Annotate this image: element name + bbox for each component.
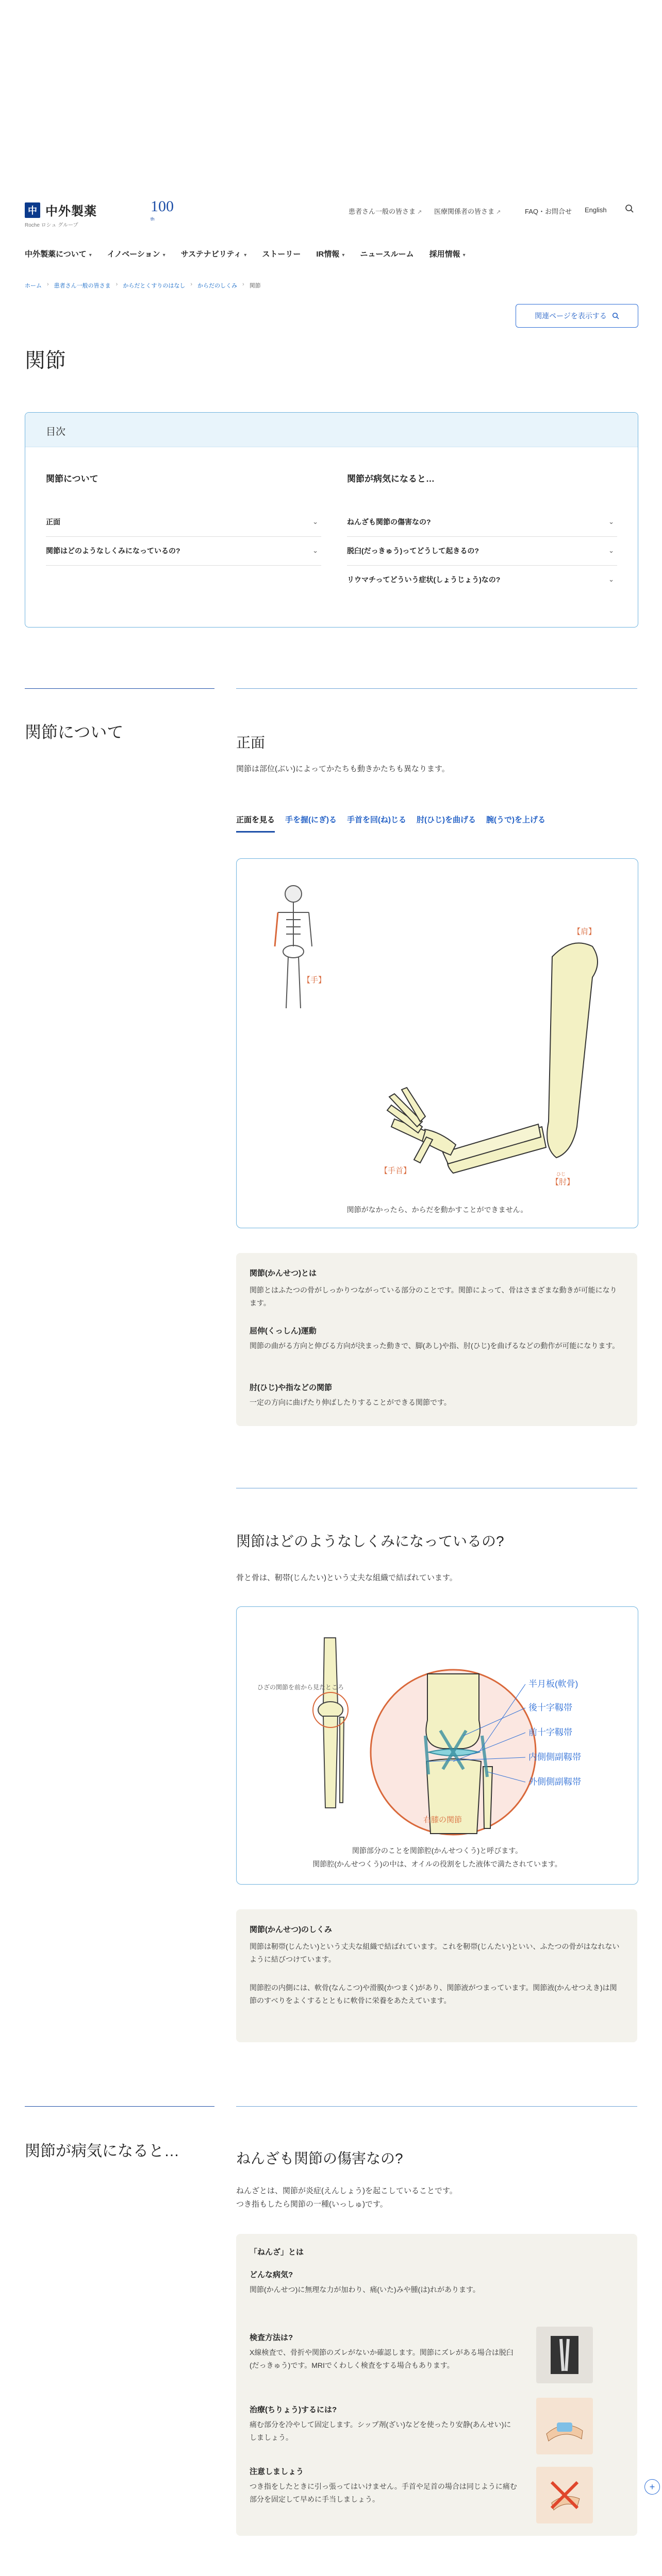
related-pages-label: 関連ページを表示する: [535, 312, 607, 320]
note-paragraph: 一定の方向に曲げたり伸ばしたりすることができる関節です。: [250, 1398, 451, 1406]
section-heading-disease: 関節が病気になると…: [25, 2143, 179, 2160]
util-link-label: 医療関係者の皆さま: [434, 208, 495, 215]
breadcrumb-home[interactable]: ホーム: [25, 283, 42, 289]
nav-item-about[interactable]: [25, 248, 92, 259]
util-link-faq[interactable]: FAQ・お問合せ: [525, 208, 572, 215]
breadcrumb-separator: ›: [242, 281, 244, 287]
label-mcl: 内側側副靱帯: [528, 1752, 581, 1762]
label-right-knee: 右膝の関節: [423, 1816, 462, 1824]
anniversary-sub: th: [151, 216, 155, 222]
label-hand: 【手】: [303, 976, 326, 985]
tab-elbow-bend[interactable]: 肘(ひじ)を曲げる: [417, 816, 476, 824]
note-title: 治療(ちりょう)するには?: [250, 2405, 337, 2414]
nav-label: ニュースルーム: [360, 250, 414, 259]
section-heading-about: 関節について: [25, 723, 124, 741]
breadcrumb: [25, 281, 261, 290]
toc-item-label: ねんざも関節の傷害なの?: [347, 518, 431, 526]
external-link-icon: ↗: [496, 209, 501, 215]
chevron-down-icon: ▾: [89, 252, 92, 258]
chevron-down-icon: ▾: [162, 252, 166, 258]
util-link-patients[interactable]: [349, 206, 422, 216]
breadcrumb-current: 関節: [249, 283, 261, 289]
util-link-english[interactable]: English: [585, 206, 607, 214]
toc-item-dislocation[interactable]: [347, 536, 617, 566]
xray-icon: [536, 2327, 593, 2383]
note-paragraph: 関節の曲がる方向と伸びる方向が決まった動きで、脚(あし)や指、肘(ひじ)を曲げるなどの動作が可能になります。: [250, 1342, 620, 1350]
util-link-medical[interactable]: [434, 206, 501, 216]
note-title: 関節(かんせつ)とは: [250, 1269, 317, 1278]
note-title: 検査方法は?: [250, 2333, 293, 2342]
chevron-down-icon: ⌄: [608, 518, 614, 526]
sprain-note: [236, 2234, 637, 2536]
chevron-down-icon: ▾: [342, 252, 345, 258]
note-paragraph: つき指をしたときに引っ張ってはいけません。手首や足首の場合は同じように痛む部分を固定して早めに手当しましょう。: [250, 2482, 517, 2503]
figure-caption: 関節部分のことを関節腔(かんせつくう)と呼びます。: [352, 1846, 523, 1855]
toc-item-rheumatism[interactable]: [347, 565, 617, 594]
nav-label: 中外製薬について: [25, 250, 87, 259]
anniversary-logo[interactable]: 100: [151, 198, 174, 215]
breadcrumb-body-medicine[interactable]: からだとくすりのはなし: [123, 283, 186, 289]
breadcrumb-patients[interactable]: 患者さん一般の皆さま: [54, 283, 111, 289]
chevron-down-icon: ▾: [462, 252, 466, 258]
site-logo[interactable]: [25, 201, 97, 219]
tab-wrist-twist[interactable]: 手首を回(ね)じる: [347, 816, 407, 824]
section-divider: [236, 2106, 637, 2107]
joint-definition-note: [236, 1253, 637, 1426]
arm-joints-figure: [236, 858, 638, 1228]
toc-item-label: 正面: [46, 518, 60, 526]
note-paragraph: 痛む部分を冷やして固定します。シップ剤(ざい)などを使ったり安静(あんせい)にしましょう。: [250, 2420, 511, 2442]
section-intro: つき指もしたら関節の一種(いっしゅ)です。: [236, 2200, 388, 2209]
toc-header: [25, 413, 638, 447]
label-knee-front: ひざの関節を前から見たところ: [257, 1684, 344, 1691]
toc-section-title: 関節について: [46, 474, 98, 484]
cold-compress-icon: [536, 2398, 593, 2454]
note-title: 「ねんざ」とは: [250, 2248, 304, 2257]
toc-item-label: 脱臼(だっきゅう)ってどうして起きるの?: [347, 547, 479, 555]
nav-label: イノベーション: [107, 250, 160, 259]
tab-front-view[interactable]: 正面を見る: [236, 814, 275, 833]
label-wrist: 【手首】: [380, 1166, 411, 1175]
section-intro: 骨と骨は、靭帯(じんたい)という丈夫な組織で結ばれています。: [236, 1573, 457, 1582]
note-paragraph: 関節は靭帯(じんたい)という丈夫な組織で結ばれています。これを靭帯(じんたい)といい、ふたつの骨がはなれないように結びつけています。: [250, 1942, 620, 1963]
nav-item-careers[interactable]: [429, 248, 466, 259]
note-title: どんな病気?: [250, 2270, 293, 2279]
section-intro: ねんざとは、関節が炎症(えんしょう)を起こしていることです。: [236, 2187, 457, 2195]
joint-view-tabs: [236, 814, 545, 833]
figure-caption: 関節がなかったら、からだを動かすことができません。: [346, 1206, 528, 1214]
section-intro: 関節は部位(ぶい)によってかたちも動きかたちも異なります。: [236, 765, 450, 773]
label-lcl: 外側側副靱帯: [528, 1777, 581, 1787]
label-acl: 前十字靱帯: [528, 1727, 572, 1737]
table-of-contents: [25, 412, 638, 628]
figure-caption: 関節腔(かんせつくう)の中は、オイルの役割をした液体で満たされています。: [312, 1860, 562, 1868]
logo-mark-icon: 中: [25, 202, 40, 218]
global-nav: [25, 248, 466, 259]
toc-item-mechanism[interactable]: [46, 536, 321, 566]
logo-sub: Roche ロシュ グループ: [25, 223, 78, 228]
no-pulling-icon: [536, 2467, 593, 2523]
breadcrumb-separator: ›: [47, 281, 49, 287]
related-pages-button[interactable]: [516, 304, 638, 328]
page-title: 関節: [25, 349, 66, 372]
chevron-down-icon: ⌄: [608, 547, 614, 554]
tab-grip[interactable]: 手を握(にぎ)る: [285, 816, 337, 824]
chevron-down-icon: ⌄: [312, 547, 318, 554]
note-paragraph: 関節とはふたつの骨がしっかりつながっている部分のことです。関節によって、骨はさまざまな動きが可能になります。: [250, 1286, 617, 1307]
nav-item-news[interactable]: [360, 248, 413, 259]
note-title: 屈伸(くっしん)運動: [250, 1327, 317, 1335]
nav-label: サステナビリティ: [180, 250, 242, 259]
site-header: [0, 191, 662, 294]
label-elbow: 【肘】: [551, 1178, 575, 1187]
search-icon: [612, 312, 619, 319]
breadcrumb-separator: ›: [115, 281, 118, 287]
toc-title: 目次: [46, 427, 66, 437]
subsection-heading-mechanism: 関節はどのようなしくみになっているの?: [236, 1533, 504, 1549]
section-divider: [25, 2106, 214, 2107]
toc-item-sprain[interactable]: [347, 507, 617, 537]
label-elbow-ruby: ひじ: [556, 1172, 566, 1177]
note-paragraph: X線検査で、骨折や関節のズレがないか確認します。関節にズレがある場合は脱臼(だっきゅう)です。MRIでくわしく検査をする場合もあります。: [250, 2348, 514, 2369]
chevron-down-icon: ▾: [244, 252, 247, 258]
zoom-in-icon[interactable]: +: [644, 2479, 660, 2495]
nav-label: IR情報: [316, 250, 340, 259]
subsection-heading-front: 正面: [236, 735, 266, 751]
external-link-icon: ↗: [417, 209, 422, 215]
label-meniscus: 半月板(軟骨): [528, 1679, 578, 1689]
tab-arm-raise[interactable]: 腕(うで)を上げる: [486, 816, 546, 824]
subsection-heading-sprain: ねんざも関節の傷害なの?: [236, 2150, 403, 2166]
note-title: 注意しましょう: [250, 2467, 304, 2476]
nav-item-story[interactable]: [262, 248, 301, 259]
label-shoulder: 【肩】: [573, 927, 597, 936]
search-icon[interactable]: [625, 204, 634, 215]
breadcrumb-body-system[interactable]: からだのしくみ: [197, 283, 238, 289]
logo-text: 中外製薬: [45, 205, 97, 218]
nav-item-sustainability[interactable]: [181, 248, 247, 259]
util-link-label: 患者さん一般の皆さま: [349, 208, 416, 215]
chevron-down-icon: ⌄: [312, 518, 318, 526]
note-title: 肘(ひじ)や指などの関節: [250, 1383, 332, 1392]
knee-illustration: [237, 1607, 638, 1884]
nav-label: 採用情報: [429, 250, 460, 259]
toc-item-label: リウマチってどういう症状(しょうじょう)なの?: [347, 575, 501, 584]
nav-item-innovation[interactable]: [107, 248, 166, 259]
section-divider: [236, 688, 637, 689]
breadcrumb-separator: ›: [190, 281, 193, 287]
toc-section-title: 関節が病気になると…: [347, 474, 435, 484]
section-divider: [25, 688, 214, 689]
knee-joint-figure: [236, 1606, 638, 1885]
nav-label: ストーリー: [262, 250, 301, 259]
toc-item-label: 関節はどのようなしくみになっているの?: [46, 547, 180, 555]
toc-item-front[interactable]: [46, 507, 321, 537]
note-title: 関節(かんせつ)のしくみ: [250, 1925, 332, 1934]
note-paragraph: 関節腔の内側には、軟骨(なんこつ)や滑膜(かつまく)があり、関節液がつまっています。関節液(かんせつえき)は関節のすべりをよくするとともに軟骨に栄養をあたえています。: [250, 1984, 617, 2005]
joint-mechanism-note: [236, 1909, 637, 2042]
chevron-down-icon: ⌄: [608, 575, 614, 583]
arm-illustration: [237, 859, 638, 1228]
nav-item-ir[interactable]: [316, 248, 344, 259]
note-paragraph: 関節(かんせつ)に無理な力が加わり、痛(いた)みや腫(は)れがあります。: [250, 2285, 480, 2294]
label-pcl: 後十字靱帯: [528, 1703, 572, 1713]
